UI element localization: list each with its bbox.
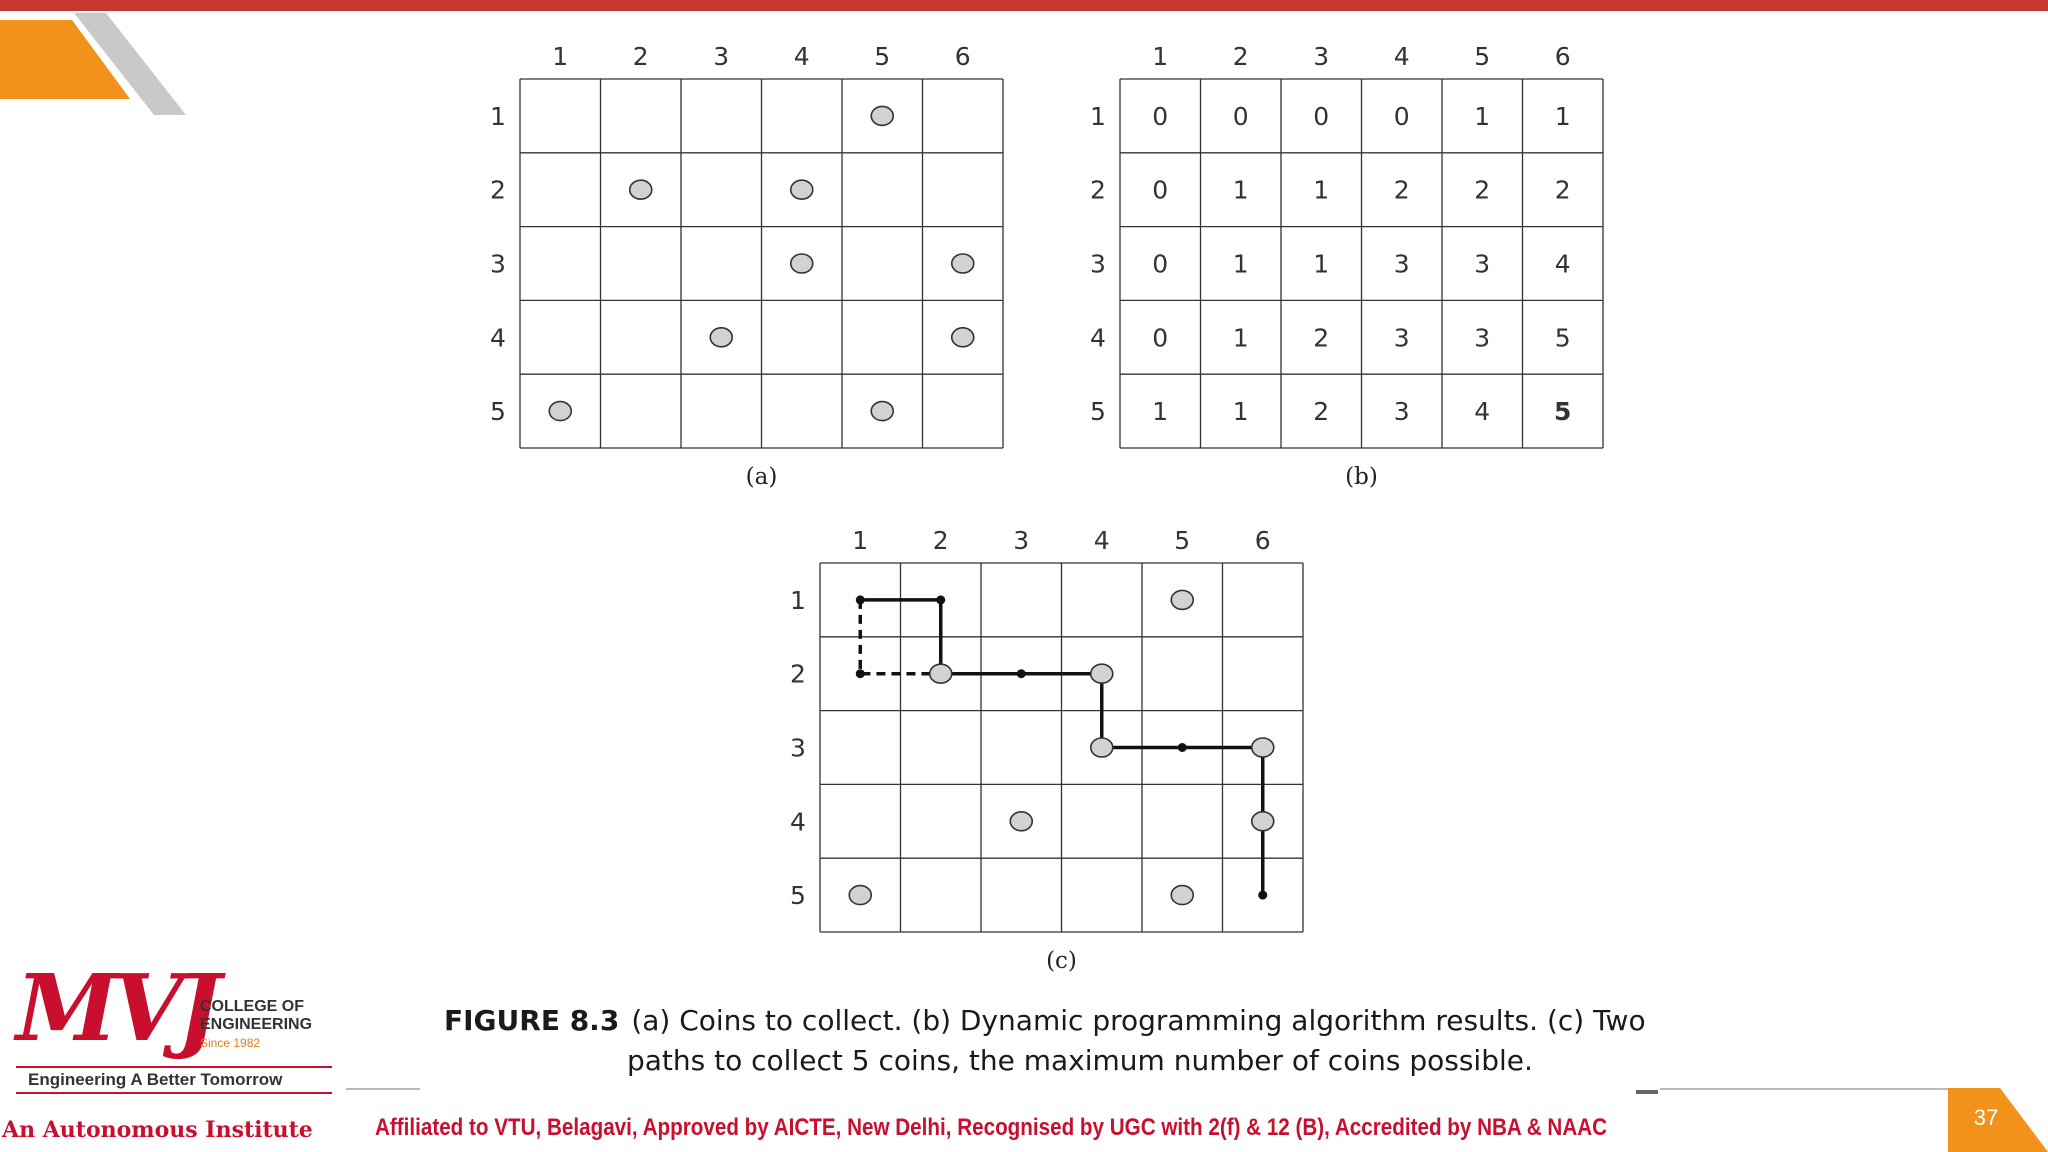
- college-logo: [14, 954, 334, 1098]
- dp-cell-value: 3: [1393, 323, 1410, 353]
- dp-cell-value: 1: [1554, 101, 1571, 131]
- column-header: 1: [1152, 42, 1169, 71]
- column-header: 3: [1013, 526, 1030, 555]
- affiliation-text: Affiliated to VTU, Belagavi, Approved by AICTE, New Delhi, Recognised by UGC with 2(f) & 12 (B), Accredited by NBA & NAAC: [375, 1114, 1608, 1141]
- coin-icon: [549, 402, 571, 421]
- autonomous-label: An Autonomous Institute: [2, 1117, 313, 1143]
- dp-cell-value: 0: [1152, 249, 1169, 279]
- coin-icon: [871, 402, 893, 421]
- logo-tagline: Engineering A Better Tomorrow: [16, 1066, 332, 1094]
- dp-cell-value: 2: [1554, 175, 1571, 205]
- corner-decoration: [0, 0, 200, 120]
- dp-cell-value: 3: [1393, 249, 1410, 279]
- dp-cell-value: 0: [1152, 323, 1169, 353]
- dp-cell-value: 1: [1474, 101, 1491, 131]
- row-header: 1: [1090, 101, 1106, 131]
- column-header: 6: [1554, 42, 1571, 71]
- row-header: 5: [790, 881, 806, 911]
- coin-icon: [1171, 590, 1193, 609]
- dp-cell-value: 1: [1232, 323, 1249, 353]
- column-header: 4: [793, 42, 810, 71]
- coin-icon: [1252, 812, 1274, 831]
- logo-engineering-line: ENGINEERING: [200, 1016, 313, 1033]
- path-node-dot: [856, 669, 865, 678]
- path-node-dot: [856, 595, 865, 604]
- footer-rule-left: [346, 1088, 420, 1090]
- row-header: 3: [490, 249, 506, 279]
- top-accent-bar: [0, 0, 2048, 11]
- logo-college-text: [200, 998, 312, 1034]
- coin-icon: [952, 254, 974, 273]
- dp-cell-value: 2: [1313, 323, 1330, 353]
- coin-icon: [1091, 664, 1113, 683]
- dp-cell-value: 3: [1474, 249, 1491, 279]
- dp-cell-value: 0: [1152, 101, 1169, 131]
- logo-since-text: Since 1982: [200, 1036, 261, 1050]
- figure-number: FIGURE 8.3: [444, 1004, 620, 1037]
- dp-cell-value: 2: [1313, 397, 1330, 427]
- column-header: 6: [954, 42, 971, 71]
- page-number: 37: [1973, 1105, 1999, 1130]
- dp-cell-value: 5: [1554, 323, 1571, 353]
- column-header: 3: [1313, 42, 1330, 71]
- coin-icon: [1252, 738, 1274, 757]
- column-header: 1: [852, 526, 869, 555]
- coin-icon: [1010, 812, 1032, 831]
- column-header: 2: [1232, 42, 1249, 71]
- path-node-dot: [936, 595, 945, 604]
- coin-icon: [849, 886, 871, 905]
- coin-icon: [952, 328, 974, 347]
- row-header: 4: [490, 323, 506, 353]
- path-node-dot: [1178, 743, 1187, 752]
- dp-cell-value: 1: [1313, 249, 1330, 279]
- dp-cell-value: 2: [1474, 175, 1491, 205]
- row-header: 5: [1090, 397, 1106, 427]
- dp-cell-value: 0: [1393, 101, 1410, 131]
- row-header: 2: [790, 659, 806, 689]
- dp-cell-value: 1: [1152, 397, 1169, 427]
- coin-icon: [1171, 886, 1193, 905]
- panel-c-paths: [780, 522, 1320, 978]
- column-header: 2: [632, 42, 649, 71]
- dp-cell-value: 4: [1554, 249, 1571, 279]
- coin-icon: [1091, 738, 1113, 757]
- coin-icon: [791, 254, 813, 273]
- dp-cell-value: 5: [1554, 397, 1572, 427]
- panel-a-coin-grid: [480, 38, 1020, 494]
- coin-icon: [630, 180, 652, 199]
- panel-b-dp-table: [1080, 38, 1620, 494]
- caption-line-1: [444, 1001, 1684, 1041]
- dp-cell-value: 4: [1474, 397, 1491, 427]
- coin-icon: [791, 180, 813, 199]
- panel-label: (b): [1345, 464, 1378, 490]
- dp-cell-value: 1: [1313, 175, 1330, 205]
- column-header: 4: [1093, 526, 1110, 555]
- row-header: 3: [1090, 249, 1106, 279]
- column-header: 1: [552, 42, 569, 71]
- row-header: 1: [790, 585, 806, 615]
- column-header: 2: [932, 526, 949, 555]
- column-header: 5: [874, 42, 891, 71]
- caption-line-2: paths to collect 5 coins, the maximum number of coins possible.: [627, 1044, 1533, 1077]
- column-header: 5: [1474, 42, 1491, 71]
- dp-cell-value: 2: [1393, 175, 1410, 205]
- coin-icon: [710, 328, 732, 347]
- row-header: 1: [490, 101, 506, 131]
- footer-rule-right: [1660, 1088, 1950, 1090]
- panel-label: (c): [1046, 948, 1077, 974]
- logo-mvj-text: MVJ: [16, 954, 215, 1062]
- row-header: 5: [490, 397, 506, 427]
- logo-college-line: COLLEGE OF: [200, 998, 304, 1015]
- dp-cell-value: 3: [1393, 397, 1410, 427]
- dp-cell-value: 1: [1232, 175, 1249, 205]
- dp-cell-value: 0: [1152, 175, 1169, 205]
- dp-cell-value: 1: [1232, 249, 1249, 279]
- dp-cell-value: 0: [1232, 101, 1249, 131]
- coin-icon: [930, 664, 952, 683]
- figure-caption: [444, 1001, 1684, 1081]
- dp-cell-value: 0: [1313, 101, 1330, 131]
- column-header: 5: [1174, 526, 1191, 555]
- row-header: 4: [1090, 323, 1106, 353]
- path-node-dot: [1017, 669, 1026, 678]
- row-header: 2: [490, 175, 506, 205]
- footer-rule-tick: [1636, 1090, 1658, 1094]
- row-header: 4: [790, 807, 806, 837]
- row-header: 3: [790, 733, 806, 763]
- caption-text-1: (a) Coins to collect. (b) Dynamic programming algorithm results. (c) Two: [631, 1004, 1646, 1037]
- dp-cell-value: 3: [1474, 323, 1491, 353]
- column-header: 4: [1393, 42, 1410, 71]
- row-header: 2: [1090, 175, 1106, 205]
- path-node-dot: [1258, 891, 1267, 900]
- coin-icon: [871, 106, 893, 125]
- panel-label: (a): [745, 464, 778, 490]
- dp-cell-value: 1: [1232, 397, 1249, 427]
- column-header: 6: [1254, 526, 1271, 555]
- column-header: 3: [713, 42, 730, 71]
